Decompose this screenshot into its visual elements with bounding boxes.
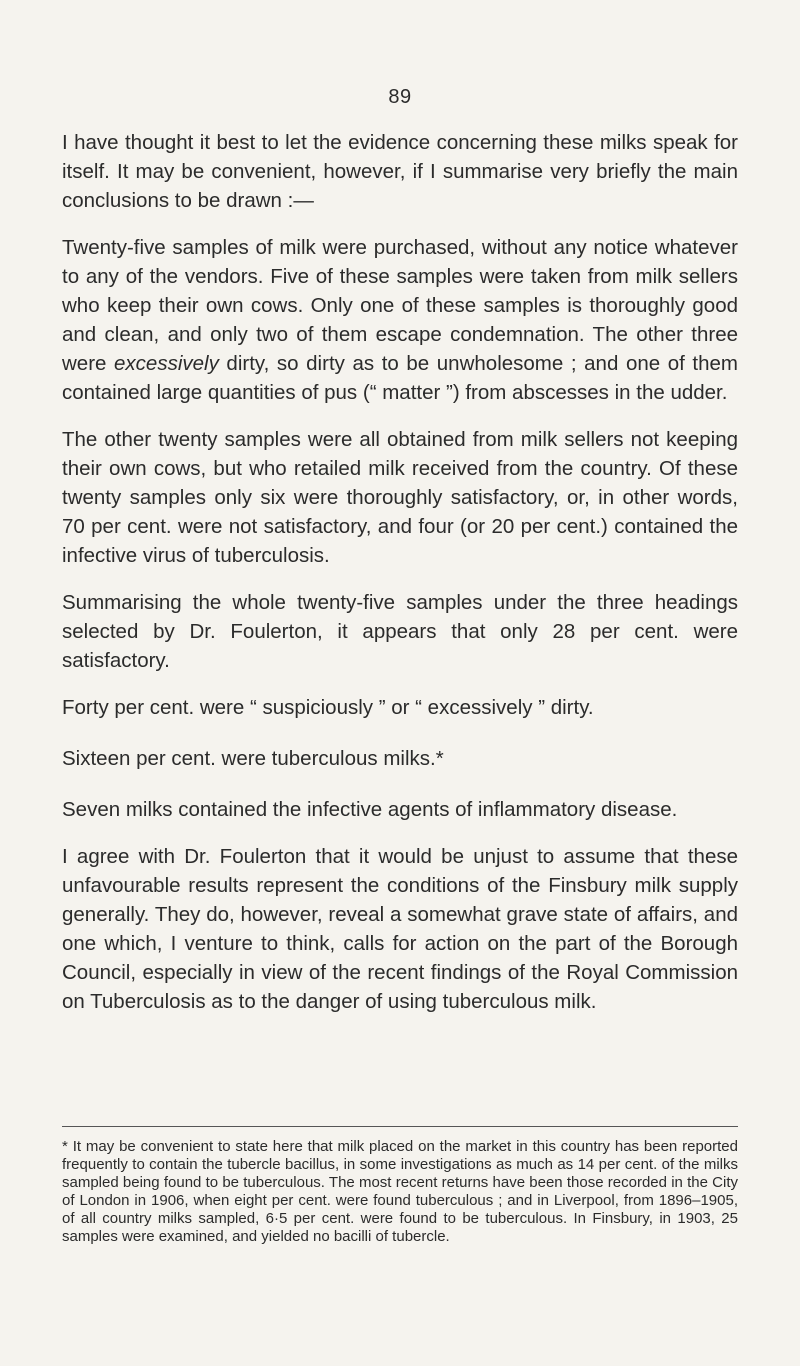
paragraph-own-cows-text-b: dirty, so dirty as to be unwholesome ; and one of them contained large quantities of pus (“ matter ”) from abscesses in the udder. <box>62 352 738 404</box>
paragraph-dirty: Forty per cent. were “ suspiciously ” or “ excessively ” dirty. <box>62 696 594 719</box>
footnote: * It may be convenient to state here that milk placed on the market in this country has been reported frequently to contain the tubercle bacillus, in some investigations as much as 14 per cent. of the milks sampled being found to be tuberculous. The most recent returns have been those recorded in the City of London in 1906, when eight per cent. were found tuberculous ; and in Liverpool, from 1896–1905, of all country milks sampled, 6·5 per cent. were found to be tuberculous. In Finsbury, in 1903, 25 samples were examined, and yielded no bacilli of tubercle. <box>62 1138 738 1245</box>
paragraph-own-cows-text-a: Twenty-five samples of milk were purchased, without any notice whatever to any of the vendors. Five of these samples were taken from milk sellers who keep their own cows. Only one of these samples is thoroughly good and clean, and only two of them escape condemnation. The other three were <box>62 236 738 375</box>
paragraph-summary: Summarising the whole twenty-five samples under the three headings selected by Dr. Foulerton, it appears that only 28 per cent. were satisfactory. <box>62 591 738 672</box>
page-number: 89 <box>388 86 412 108</box>
paragraph-conclusion: I agree with Dr. Foulerton that it would be unjust to assume that these unfavourable results represent the conditions of the Finsbury milk supply generally. They do, however, reveal a somewhat grave state of affairs, and one which, I venture to think, calls for action on the part of the Borough Council, especially in view of the recent findings of the Royal Commission on Tuberculosis as to the danger of using tuberculous milk. <box>62 845 738 1013</box>
body-text <box>62 128 738 1034</box>
paragraph-inflammatory: Seven milks contained the infective agents of inflammatory disease. <box>62 798 678 821</box>
paragraph-intro: I have thought it best to let the evidence concerning these milks speak for itself. It may be convenient, however, if I summarise very briefly the main conclusions to be drawn :— <box>62 131 738 212</box>
paragraph-own-cows <box>62 233 738 407</box>
paragraph-country-milk: The other twenty samples were all obtained from milk sellers not keeping their own cows, but who retailed milk received from the country. Of these twenty samples only six were thoroughly satisfactory, or, in other words, 70 per cent. were not satisfactory, and four (or 20 per cent.) contained the infective virus of tuberculosis. <box>62 428 738 567</box>
footnote-divider <box>62 1126 738 1127</box>
emphasis-excessively: excessively <box>114 352 219 375</box>
paragraph-tuberculous: Sixteen per cent. were tuberculous milks.* <box>62 747 444 770</box>
